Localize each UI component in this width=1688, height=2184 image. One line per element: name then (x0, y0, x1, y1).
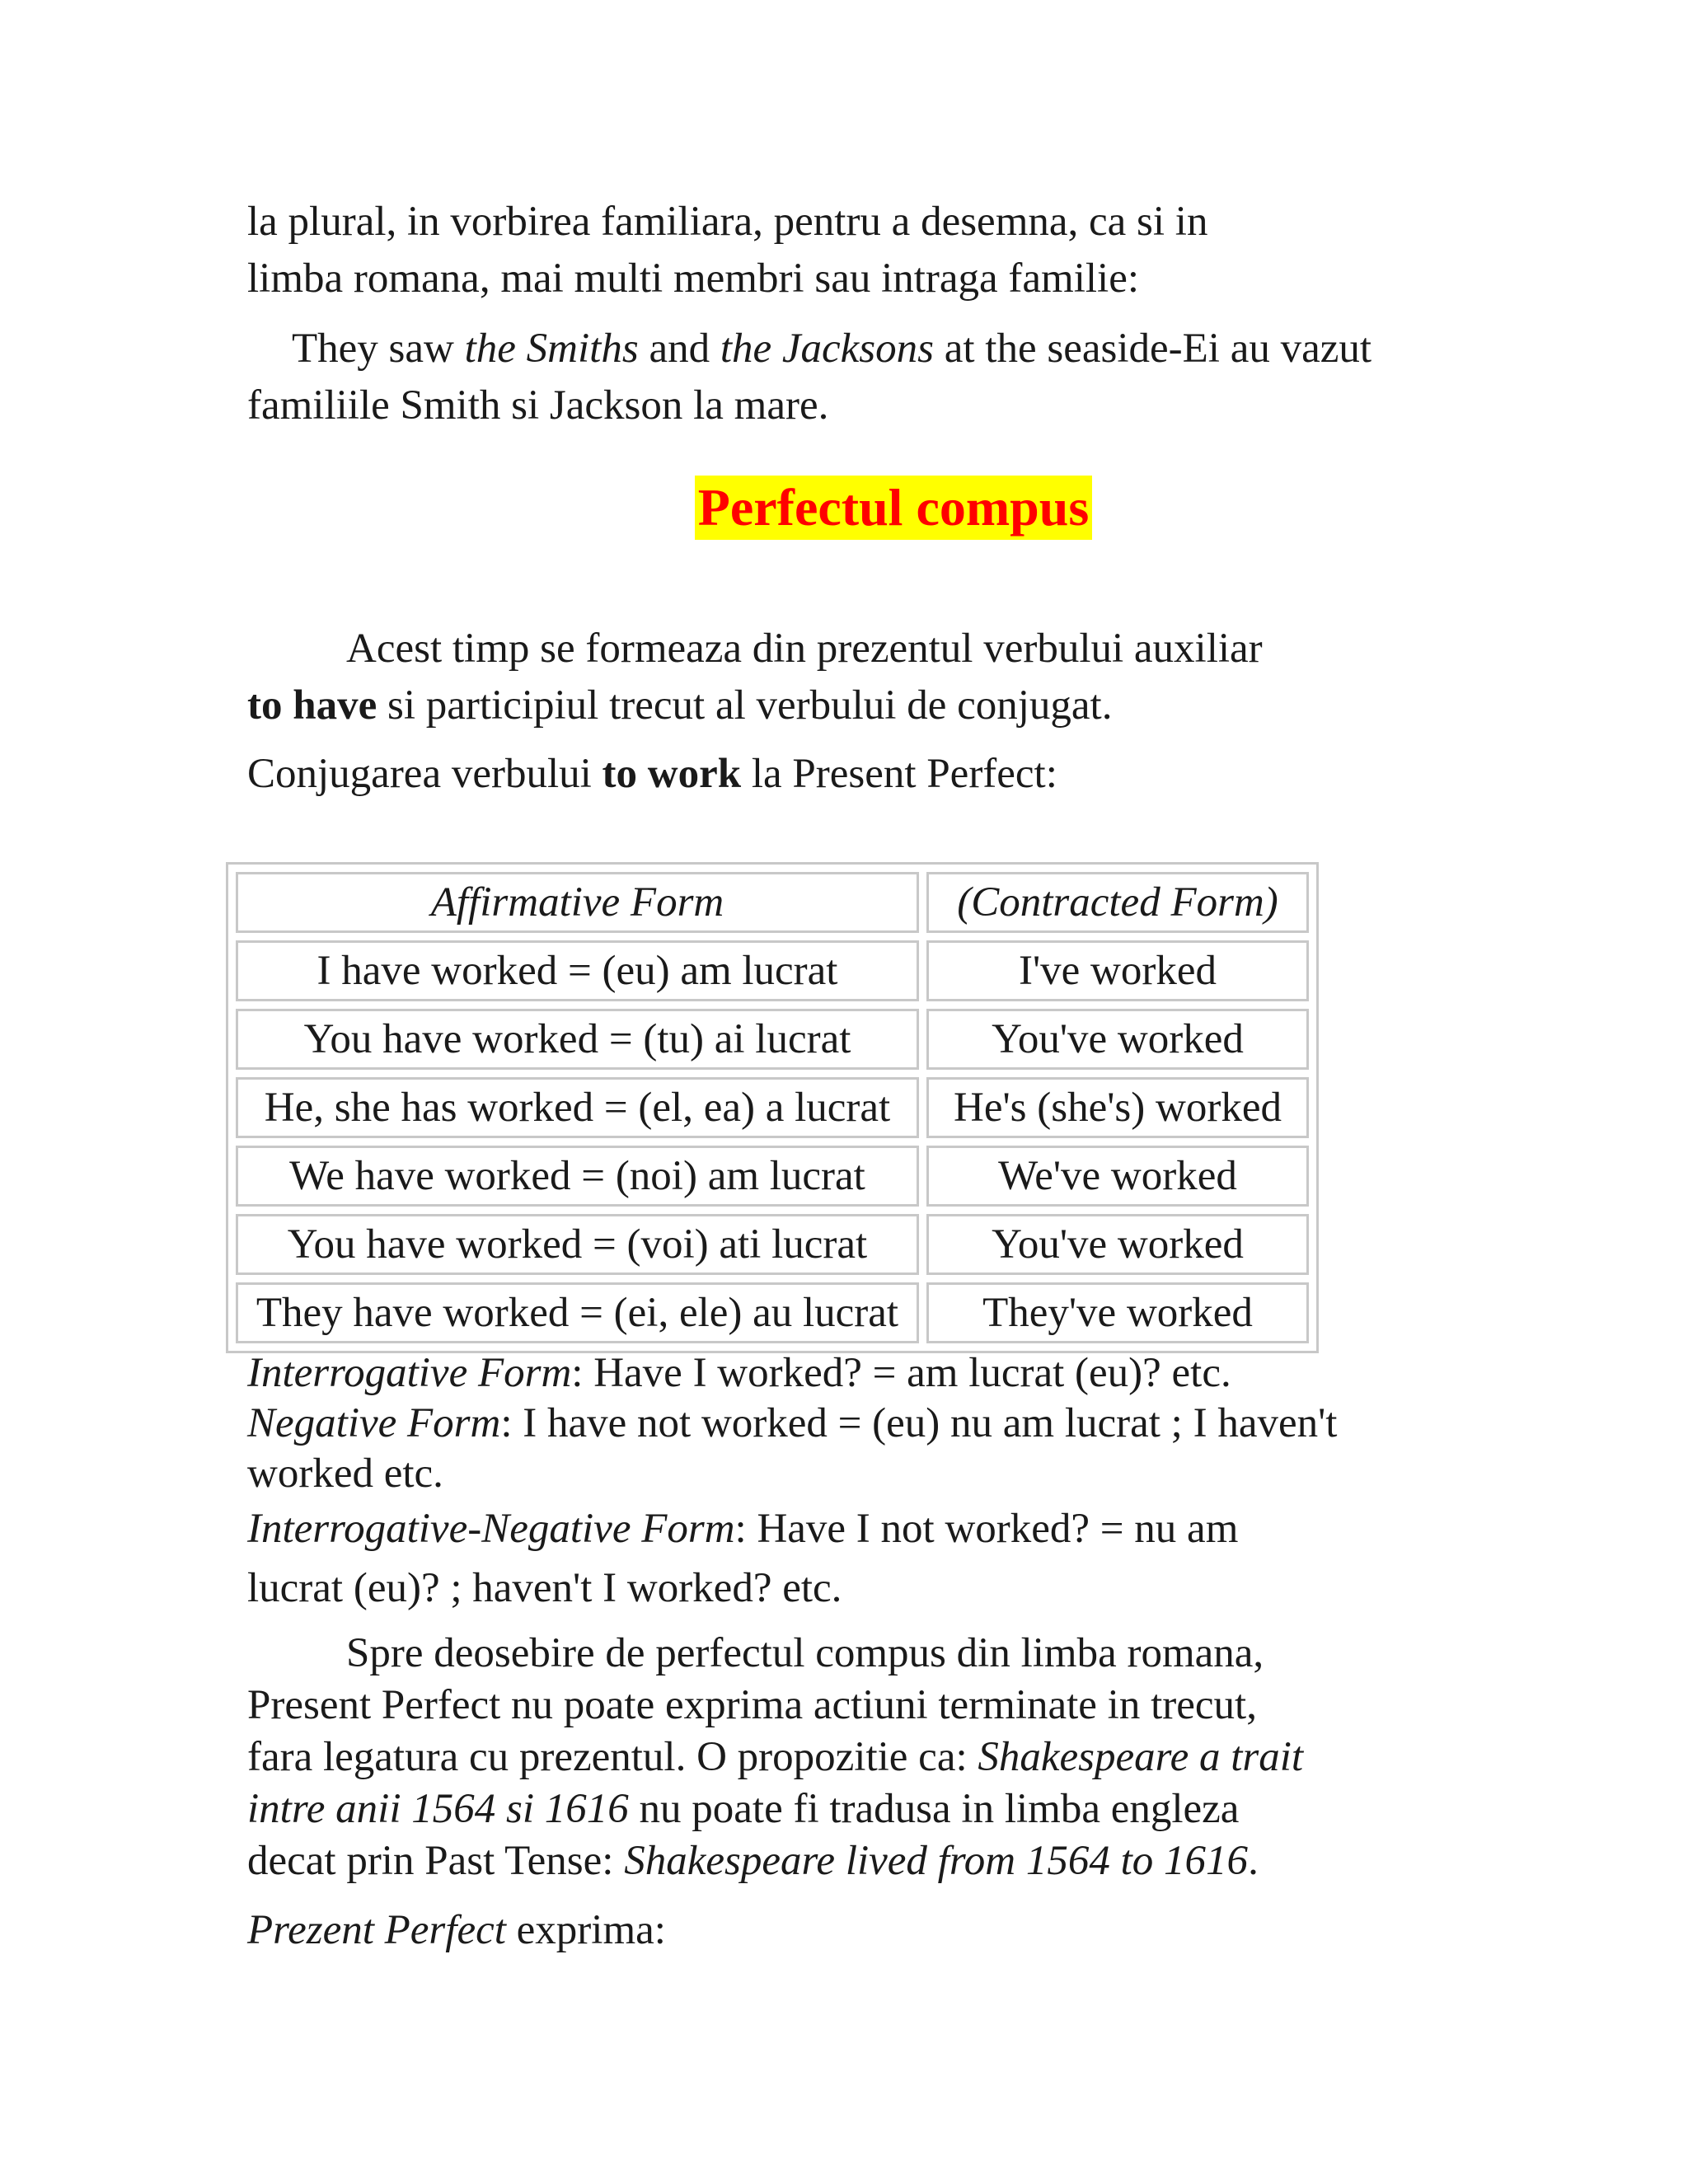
interrogative-negative-text-line-2: lucrat (eu)? ; haven't I worked? etc. (247, 1565, 842, 1611)
header-affirmative: Affirmative Form (236, 872, 919, 933)
table-cell-affirmative: They have worked = (ei, ele) au lucrat (236, 1282, 919, 1343)
intro-line-2: limba romana, mai multi membri sau intraga familie: (247, 255, 1140, 302)
interrogative-negative-text: : Have I not worked? = nu am (734, 1506, 1239, 1552)
heading-wrapper (247, 476, 1451, 540)
table-row (236, 1282, 1309, 1343)
intro-paragraph (247, 194, 1451, 307)
table-cell-contracted: He's (she's) worked (926, 1077, 1309, 1138)
table-row (236, 1214, 1309, 1275)
conjugation-table (226, 862, 1319, 1353)
definition-paragraph (247, 621, 1451, 734)
difference-line-3: fara legatura cu prezentul. O propozitie ca: (247, 1734, 978, 1780)
negative-text-line-2: worked etc. (247, 1451, 443, 1497)
prezent-perfect-text: exprima: (505, 1907, 666, 1953)
table-cell-contracted: They've worked (926, 1282, 1309, 1343)
conjugation-bold-to-work: to work (602, 751, 742, 797)
section-heading: Perfectul compus (695, 476, 1093, 540)
header-contracted: (Contracted Form) (926, 872, 1309, 933)
table-row (236, 1077, 1309, 1138)
conjugation-text: la Present Perfect: (741, 751, 1057, 797)
interrogative-form-line (247, 1348, 1451, 1399)
table-row (236, 1146, 1309, 1207)
interrogative-text: : Have I worked? = am lucrat (eu)? etc. (571, 1350, 1231, 1396)
negative-text: : I have not worked = (eu) nu am lucrat ; I haven't (500, 1400, 1338, 1446)
difference-italic-romanian: Shakespeare a trait (978, 1734, 1304, 1780)
difference-italic-english: Shakespeare lived from 1564 to 1616 (624, 1838, 1249, 1884)
definition-text: Acest timp se formeaza din prezentul verbului auxiliar (346, 626, 1263, 672)
example-jacksons: the Jacksons (720, 326, 934, 372)
negative-label: Negative Form (247, 1400, 501, 1446)
table-row (236, 1009, 1309, 1070)
example-text: They saw (292, 326, 465, 372)
interrogative-negative-form-line (247, 1499, 1451, 1618)
definition-bold-to-have: to have (247, 682, 377, 729)
table-row (236, 940, 1309, 1001)
conjugation-paragraph (247, 746, 1451, 803)
table-cell-affirmative: You have worked = (voi) ati lucrat (236, 1214, 919, 1275)
definition-text: si participiul trecut al verbului de conjugat. (377, 682, 1113, 729)
example-line-2: familiile Smith si Jackson la mare. (247, 382, 829, 429)
intro-line-1: la plural, in vorbirea familiara, pentru a desemna, ca si in (247, 199, 1208, 245)
table-cell-contracted: We've worked (926, 1146, 1309, 1207)
prezent-perfect-label: Prezent Perfect (247, 1907, 506, 1953)
table-cell-affirmative: I have worked = (eu) am lucrat (236, 940, 919, 1001)
example-text: at the seaside-Ei au vazut (934, 326, 1372, 372)
difference-line-1: Spre deosebire de perfectul compus din limba romana, (346, 1630, 1264, 1676)
conjugation-text: Conjugarea verbului (247, 751, 603, 797)
example-text: and (638, 326, 720, 372)
table-cell-affirmative: We have worked = (noi) am lucrat (236, 1146, 919, 1207)
table-cell-contracted: You've worked (926, 1214, 1309, 1275)
difference-line-2: Present Perfect nu poate exprima actiuni terminate in trecut, (247, 1682, 1257, 1728)
interrogative-negative-label: Interrogative-Negative Form (247, 1506, 735, 1552)
document-page (247, 194, 1451, 1959)
table-cell-affirmative: You have worked = (tu) ai lucrat (236, 1009, 919, 1070)
forms-block (247, 1348, 1451, 1618)
example-paragraph (247, 321, 1451, 434)
table-cell-affirmative: He, she has worked = (el, ea) a lucrat (236, 1077, 919, 1138)
difference-line-5: decat prin Past Tense: (247, 1838, 625, 1884)
table-header-row (236, 872, 1309, 933)
prezent-perfect-paragraph (247, 1902, 1451, 1959)
table-cell-contracted: I've worked (926, 940, 1309, 1001)
difference-paragraph (247, 1628, 1451, 1887)
difference-italic-years: intre anii 1564 si 1616 (247, 1786, 629, 1832)
example-smiths: the Smiths (464, 326, 639, 372)
difference-period: . (1248, 1838, 1259, 1884)
table-cell-contracted: You've worked (926, 1009, 1309, 1070)
negative-form-line (247, 1399, 1451, 1499)
interrogative-label: Interrogative Form (247, 1350, 572, 1396)
difference-line-4: nu poate fi tradusa in limba engleza (628, 1786, 1240, 1832)
